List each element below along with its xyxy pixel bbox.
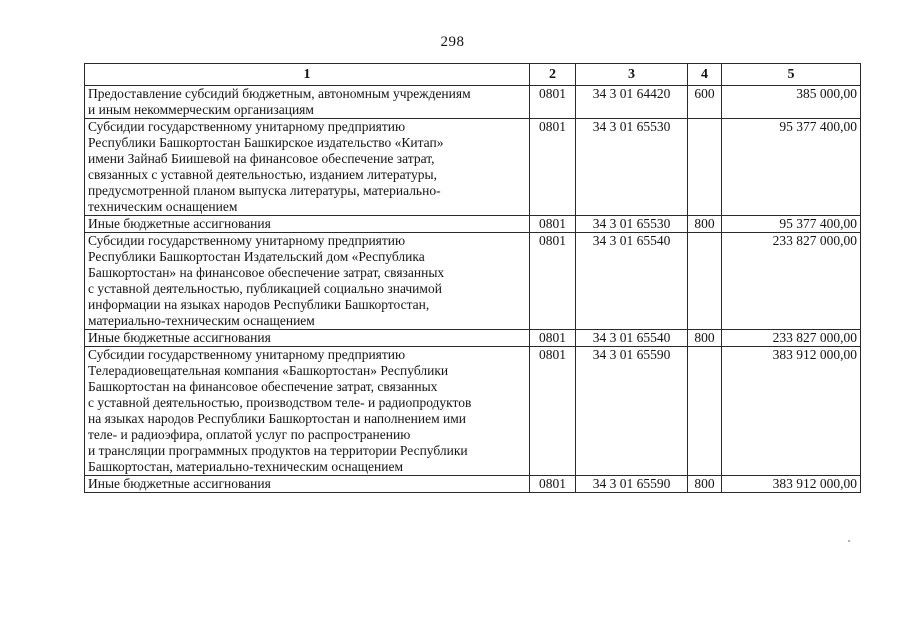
row-description: [85, 86, 530, 119]
row-type: 800: [688, 330, 722, 347]
table-body: [85, 86, 861, 493]
scan-dot: [848, 540, 850, 542]
table-row: [85, 86, 861, 119]
row-code: 34 3 01 64420: [576, 86, 688, 119]
table-row: [85, 216, 861, 233]
description-line: Республики Башкортостан Башкирское издательство «Китап»: [88, 135, 444, 150]
page-number: 298: [440, 34, 465, 50]
table-row: [85, 476, 861, 493]
budget-table: [84, 63, 861, 493]
row-description: [85, 476, 530, 493]
description-line: Иные бюджетные ассигнования: [88, 216, 271, 231]
row-section: 0801: [530, 347, 576, 476]
row-amount: 95 377 400,00: [722, 119, 861, 216]
row-section: 0801: [530, 233, 576, 330]
description-line: Башкортостан на финансовое обеспечение затрат, связанных: [88, 379, 438, 394]
row-type: 800: [688, 216, 722, 233]
description-line: Иные бюджетные ассигнования: [88, 330, 271, 345]
description-line: и иным некоммерческим организациям: [88, 102, 314, 117]
description-line: материально-техническим оснащением: [88, 313, 315, 328]
row-section: 0801: [530, 476, 576, 493]
description-line: Иные бюджетные ассигнования: [88, 476, 271, 491]
row-amount: 385 000,00: [722, 86, 861, 119]
table-row: [85, 233, 861, 330]
description-line: теле- и радиоэфира, оплатой услуг по распространению: [88, 427, 411, 442]
table-row: [85, 330, 861, 347]
row-section: 0801: [530, 330, 576, 347]
row-type: [688, 347, 722, 476]
row-code: 34 3 01 65540: [576, 330, 688, 347]
row-amount: 233 827 000,00: [722, 233, 861, 330]
description-line: Предоставление субсидий бюджетным, автономным учреждениям: [88, 86, 471, 101]
row-amount: 95 377 400,00: [722, 216, 861, 233]
description-line: имени Зайнаб Биишевой на финансовое обеспечение затрат,: [88, 151, 435, 166]
description-line: Башкортостан» на финансовое обеспечение затрат, связанных: [88, 265, 445, 280]
header-col-type: 4: [688, 64, 722, 86]
header-col-code: 3: [576, 64, 688, 86]
row-code: 34 3 01 65590: [576, 347, 688, 476]
row-code: 34 3 01 65590: [576, 476, 688, 493]
row-type: 600: [688, 86, 722, 119]
row-type: [688, 233, 722, 330]
table-row: [85, 347, 861, 476]
row-description: [85, 216, 530, 233]
description-line: с уставной деятельностью, производством теле- и радиопродуктов: [88, 395, 472, 410]
header-col-amount: 5: [722, 64, 861, 86]
row-description: [85, 233, 530, 330]
description-line: Республики Башкортостан Издательский дом «Республика: [88, 249, 425, 264]
description-line: связанных с уставной деятельностью, изданием литературы,: [88, 167, 437, 182]
row-section: 0801: [530, 216, 576, 233]
description-line: с уставной деятельностью, публикацией социально значимой: [88, 281, 442, 296]
description-line: Субсидии государственному унитарному предприятию: [88, 347, 406, 362]
header-row: [85, 64, 861, 86]
description-line: на языках народов Республики Башкортостан и наполнением ими: [88, 411, 466, 426]
row-amount: 233 827 000,00: [722, 330, 861, 347]
row-code: 34 3 01 65530: [576, 119, 688, 216]
row-description: [85, 330, 530, 347]
description-line: Башкортостан, материально-техническим оснащением: [88, 459, 403, 474]
description-line: информации на языках народов Республики Башкортостан,: [88, 297, 430, 312]
table-row: [85, 119, 861, 216]
description-line: Субсидии государственному унитарному предприятию: [88, 119, 406, 134]
row-section: 0801: [530, 119, 576, 216]
row-section: 0801: [530, 86, 576, 119]
description-line: предусмотренной планом выпуска литературы, материально-: [88, 183, 441, 198]
description-line: Телерадиовещательная компания «Башкортостан» Республики: [88, 363, 449, 378]
row-type: 800: [688, 476, 722, 493]
row-amount: 383 912 000,00: [722, 476, 861, 493]
description-line: техническим оснащением: [88, 199, 238, 214]
row-description: [85, 119, 530, 216]
row-code: 34 3 01 65540: [576, 233, 688, 330]
row-description: [85, 347, 530, 476]
row-type: [688, 119, 722, 216]
description-line: Субсидии государственному унитарному предприятию: [88, 233, 406, 248]
row-amount: 383 912 000,00: [722, 347, 861, 476]
description-line: и трансляции программных продуктов на территории Республики: [88, 443, 468, 458]
header-col-description: 1: [85, 64, 530, 86]
header-col-section: 2: [530, 64, 576, 86]
row-code: 34 3 01 65530: [576, 216, 688, 233]
